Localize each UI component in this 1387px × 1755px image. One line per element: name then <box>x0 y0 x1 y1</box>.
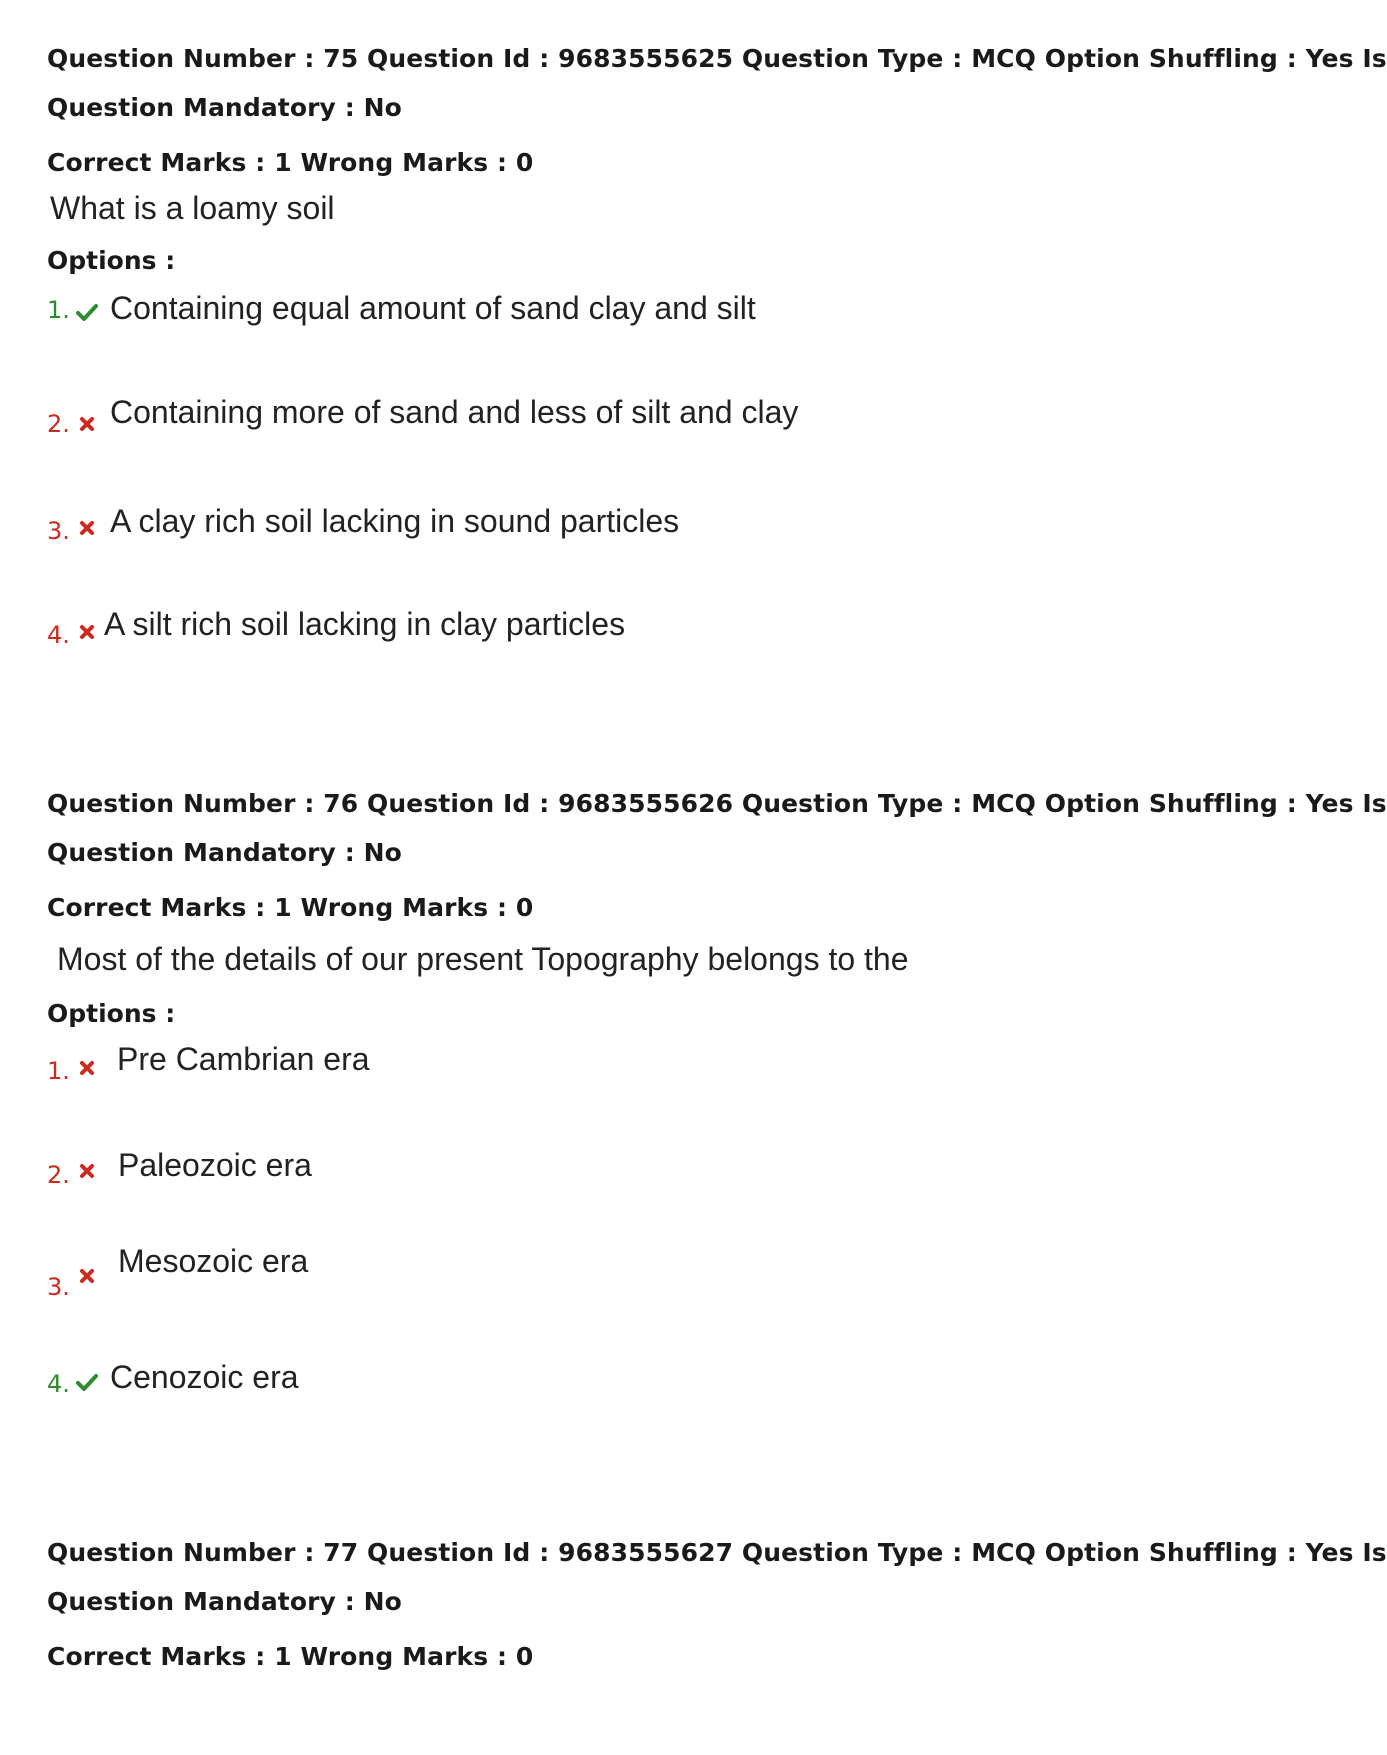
cross-icon <box>79 520 95 536</box>
question-marks: Correct Marks : 1 Wrong Marks : 0 <box>47 1642 534 1671</box>
option-text: Pre Cambrian era <box>117 1041 370 1077</box>
option-number: 3. <box>47 517 70 545</box>
cross-icon <box>79 416 95 432</box>
option-item <box>47 1273 70 1301</box>
option-number: 4. <box>47 621 70 649</box>
option-item <box>47 296 70 324</box>
question-header: Question Number : 75 Question Id : 9683555625 Question Type : MCQ Option Shuffling : Yes Is <box>47 44 1387 73</box>
question-mandatory: Question Mandatory : No <box>47 93 402 122</box>
check-icon <box>76 302 98 322</box>
option-number: 1. <box>47 1057 70 1085</box>
option-number: 2. <box>47 410 70 438</box>
options-label: Options : <box>47 999 176 1028</box>
cross-icon <box>79 1163 95 1179</box>
option-text: Paleozoic era <box>118 1147 312 1183</box>
cross-icon <box>79 624 95 640</box>
cross-icon <box>79 1268 95 1284</box>
option-number: 1. <box>47 296 70 324</box>
option-item <box>47 1161 70 1189</box>
question-text: Most of the details of our present Topography belongs to the <box>57 941 909 977</box>
option-text: Mesozoic era <box>118 1243 309 1279</box>
option-text: A clay rich soil lacking in sound particles <box>110 503 680 539</box>
option-item <box>47 517 70 545</box>
option-item <box>47 621 70 649</box>
options-label: Options : <box>47 246 176 275</box>
option-text: A silt rich soil lacking in clay particles <box>104 606 626 642</box>
check-icon <box>76 1372 98 1392</box>
option-item <box>47 410 70 438</box>
option-text: Containing equal amount of sand clay and silt <box>110 290 756 326</box>
question-marks: Correct Marks : 1 Wrong Marks : 0 <box>47 893 534 922</box>
question-mandatory: Question Mandatory : No <box>47 838 402 867</box>
option-item <box>47 1370 70 1398</box>
option-number: 4. <box>47 1370 70 1398</box>
question-header: Question Number : 76 Question Id : 9683555626 Question Type : MCQ Option Shuffling : Yes Is <box>47 789 1387 818</box>
question-mandatory: Question Mandatory : No <box>47 1587 402 1616</box>
option-item <box>47 1057 70 1085</box>
option-number: 3. <box>47 1273 70 1301</box>
option-number: 2. <box>47 1161 70 1189</box>
question-marks: Correct Marks : 1 Wrong Marks : 0 <box>47 148 534 177</box>
cross-icon <box>79 1060 95 1076</box>
option-text: Cenozoic era <box>110 1359 299 1395</box>
question-text: What is a loamy soil <box>50 190 335 226</box>
question-header: Question Number : 77 Question Id : 9683555627 Question Type : MCQ Option Shuffling : Yes Is <box>47 1538 1387 1567</box>
option-text: Containing more of sand and less of silt and clay <box>110 394 799 430</box>
